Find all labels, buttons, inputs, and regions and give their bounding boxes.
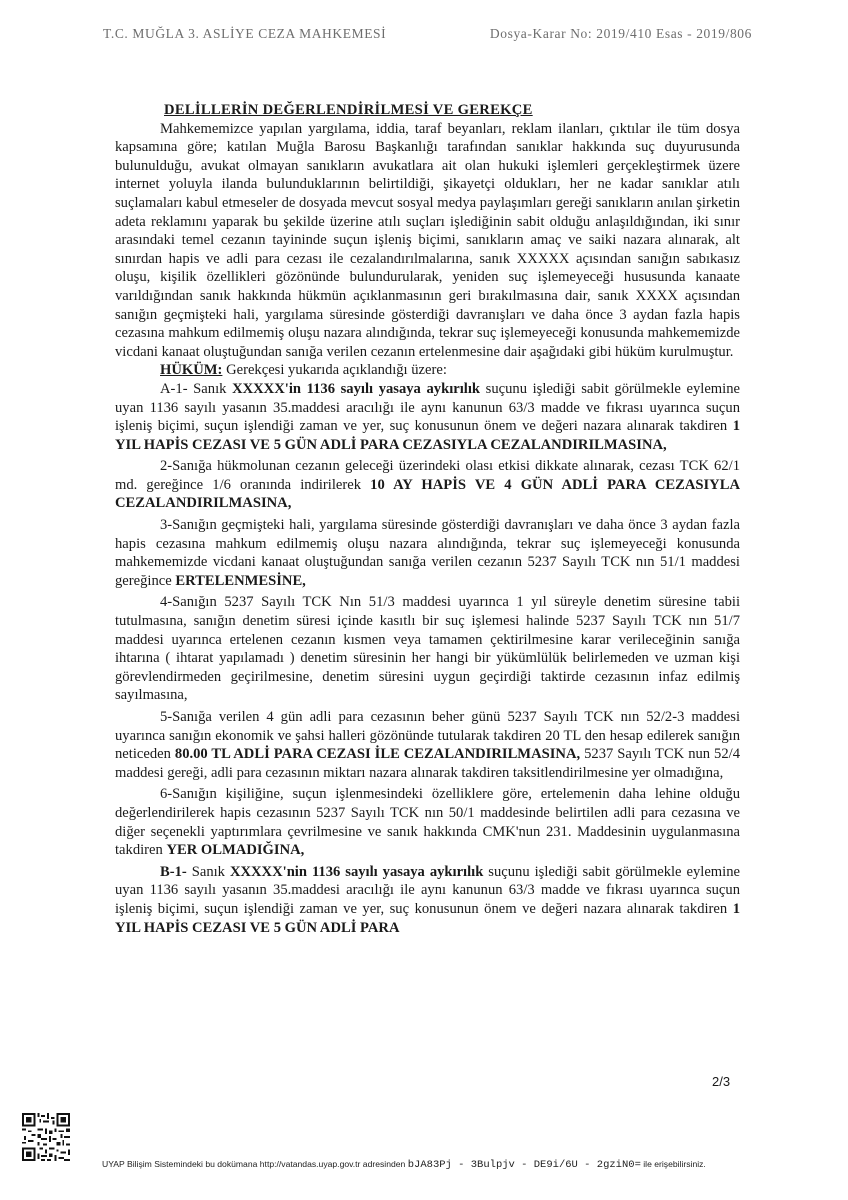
footer-suffix: ile erişebilirsiniz. bbox=[640, 1159, 706, 1169]
a5-bold-1: 80.00 TL ADLİ PARA CEZASI İLE CEZALANDIRILMASINA, bbox=[174, 746, 581, 763]
b1-bold-2: 1 YIL HAPİS CEZASI VE 5 GÜN ADLİ PARA bbox=[115, 900, 740, 936]
a1-bold-1: XXXXX'in 1136 sayılı yasaya aykırılık bbox=[232, 380, 481, 397]
qr-code-icon bbox=[22, 1113, 70, 1161]
page-number: 2/3 bbox=[712, 1074, 731, 1089]
a1-text-1: A-1- Sanık bbox=[160, 380, 233, 397]
verdict-a5 bbox=[115, 708, 740, 782]
b1-bold-1: XXXXX'nin 1136 sayılı yasaya aykırılık bbox=[229, 863, 484, 880]
a2-text-1: 2-Sanığa hükmolunan cezanın geleceği üzerindeki olası etkisi dikkate alınarak, cezası TCK 62/1 md. gereğince 1/6 oranında indirilerek bbox=[115, 458, 740, 493]
hukum-label: HÜKÜM: bbox=[160, 362, 223, 379]
b1-text-1: Sanık bbox=[186, 863, 230, 880]
verdict-a1 bbox=[115, 380, 740, 454]
a5-text-2: 5237 Sayılı TCK nun 52/4 maddesi gereği, adli para cezasının miktarı nazara alınarak takdiren taksitlendirilmesine yer olmadığına, bbox=[115, 746, 740, 781]
verdict-b1 bbox=[115, 863, 740, 937]
a5-text-1: 5-Sanığa verilen 4 gün adli para cezasının beher günü 5237 Sayılı TCK nın 52/2-3 maddesi uyarınca sanığın ekonomik ve şahsi halleri gözönünde tutularak takdiren 20 TL den hesap edilerek sanığın neticeden bbox=[115, 709, 740, 763]
court-name: T.C. MUĞLA 3. ASLİYE CEZA MAHKEMESİ bbox=[103, 26, 387, 41]
b1-text-2: suçunu işlediği sabit görülmekle eylemine uyan 1136 sayılı yasanın 35.maddesi aracılığı ile aynı kanunun 63/3 madde ve fıkrası uyarınca suçun işleniş biçimi, suçun işlendiği zaman ve yer, suç konusunun önem ve değeri nazara alınarak takdiren bbox=[115, 863, 740, 917]
footer-verification bbox=[102, 1159, 706, 1171]
page-header bbox=[0, 26, 848, 46]
a3-text-1: 3-Sanığın geçmişteki hali, yargılama süresinde gösterdiği davranışları ve daha önce 3 aydan fazla hapis cezasına mahkum edilmemiş oluşu nazara alındığında, tekrar suç işlemeyeceği konusunda mahkememizde vicdani kanaat oluştuğundan sanığa verilen cezanın 5237 Sayılı TCK nın 51/1 maddesi gereğince bbox=[115, 517, 740, 589]
a3-bold-1: ERTELENMESİNE, bbox=[175, 572, 306, 589]
verification-code: bJA83Pj - 3Bulpjv - DE9i/6U - 2gziN0= bbox=[407, 1159, 641, 1171]
document-body bbox=[115, 101, 740, 937]
a1-text-2: suçunu işlediği sabit görülmekle eylemine uyan 1136 sayılı yasanın 35.maddesi aracılığı ile aynı kanunun 63/3 madde ve fıkrası uyarınca suçun işleniş biçimi, suçun işlendiği zaman ve yer, suç konusunun önem ve değeri nazara alınarak takdiren bbox=[115, 380, 740, 435]
reasoning-paragraph: Mahkememizce yapılan yargılama, iddia, taraf beyanları, reklam ilanları, çıktılar ile tüm dosya kapsamına göre; katılan Muğla Barosu Başkanlığı tarafından sanıklar hakkında suç duyurusunda bulunulduğu, avukat olmayan sanıkların avukatlara ait olan hukuki işlemleri gerçekleştirmek üzere internet yoluyla ilanda bulunduklarının belirtildiği, şikayetçi oldukları, her ne kadar sanıklar atılı suçlamaları kabul etmeseler de dosyada mevcut sosyal medya paylaşımları gereği sanıkların anılan şirketin adeta reklamını yaparak bu şekilde üzerine atılı suçları işlediğinin sabit olduğu anlaşıldığından, iki sınır arasındaki temel cezanın tayininde suçun işleniş biçimi, sanıkların amaç ve saiki nazara alınarak, alt sınırdan hapis ve adli para cezası ile cezalandırılmalarına, sanık XXXXX açısından sanığın sabıkasız oluşu, kişilik özellikleri gözönünde bulundurularak, yeniden suç işlemeyeceği hususunda kanaate varıldığından sanık hakkında hükmün açıklanmasının geri bırakılmasına dair, sanık XXXX açısından sanığın geçmişteki hali, yargılama süresinde gösterdiği davranışları ve daha önce 3 aydan fazla hapis cezasına mahkum edilmemiş oluşu nazara alındığında, tekrar suç işlemeyeceği konusunda mahkememizde vicdani kanaat oluştuğundan sanığa verilen cezanın ertelenmesine dair aşağıdaki gibi hüküm kurulmuştur. bbox=[115, 120, 740, 360]
file-number: Dosya-Karar No: 2019/410 Esas - 2019/806 bbox=[489, 26, 752, 41]
verdict-a3 bbox=[115, 516, 740, 590]
verdict-a4: 4-Sanığın 5237 Sayılı TCK Nın 51/3 maddesi uyarınca 1 yıl süreyle denetim süresine tabii tutulmasına, sanığın denetim süresi içinde kasıtlı bir suç işlemesi halinde 5237 Sayılı TCK nın 51/7 maddesi uyarınca ertelenen cezanın kısmen veya tamamen çektirilmesine karar verileceğinin sanığa ihtarına ( ihtarat yapılamadı ) denetim süresinin her hangi bir yükümlülük belirlemeden ve uzman kişi görevlendirmeden geçirilmesine, denetim süresini uygun geçirdiği taktirde cezasının infaz edilmiş sayılmasına, bbox=[115, 594, 740, 704]
a2-bold-1: 10 AY HAPİS VE 4 GÜN ADLİ PARA CEZASIYLA CEZALANDIRILMASINA, bbox=[115, 476, 740, 512]
verdict-a2 bbox=[115, 457, 740, 513]
section-title: DELİLLERİN DEĞERLENDİRİLMESİ VE GEREKÇE bbox=[164, 102, 533, 118]
footer-text: UYAP Bilişim Sistemindeki bu dokümana http://vatandas.uyap.gov.tr adresinden bbox=[102, 1159, 408, 1169]
verdict-a6 bbox=[115, 785, 740, 859]
b1-bold-0: B-1- bbox=[160, 863, 187, 880]
hukum-text: Gerekçesi yukarıda açıklandığı üzere: bbox=[222, 362, 447, 379]
a1-bold-2: 1 YIL HAPİS CEZASI VE 5 GÜN ADLİ PARA CEZASIYLA CEZALANDIRILMASINA, bbox=[115, 418, 740, 453]
hukum-paragraph bbox=[115, 361, 740, 380]
a6-bold-1: YER OLMADIĞINA, bbox=[166, 842, 305, 859]
a6-text-1: 6-Sanığın kişiliğine, suçun işlenmesindeki özelliklere göre, ertelemenin daha lehine olduğu değerlendirilerek hapis cezasının 5237 Sayılı TCK nın 50/1 maddesinde belirtilen adli para cezasına ve diğer seçenekli yaptırımlara çevrilmesine ve sanık hakkında CMK'nun 231. Maddesinin uygulanmasına takdiren bbox=[115, 786, 740, 859]
